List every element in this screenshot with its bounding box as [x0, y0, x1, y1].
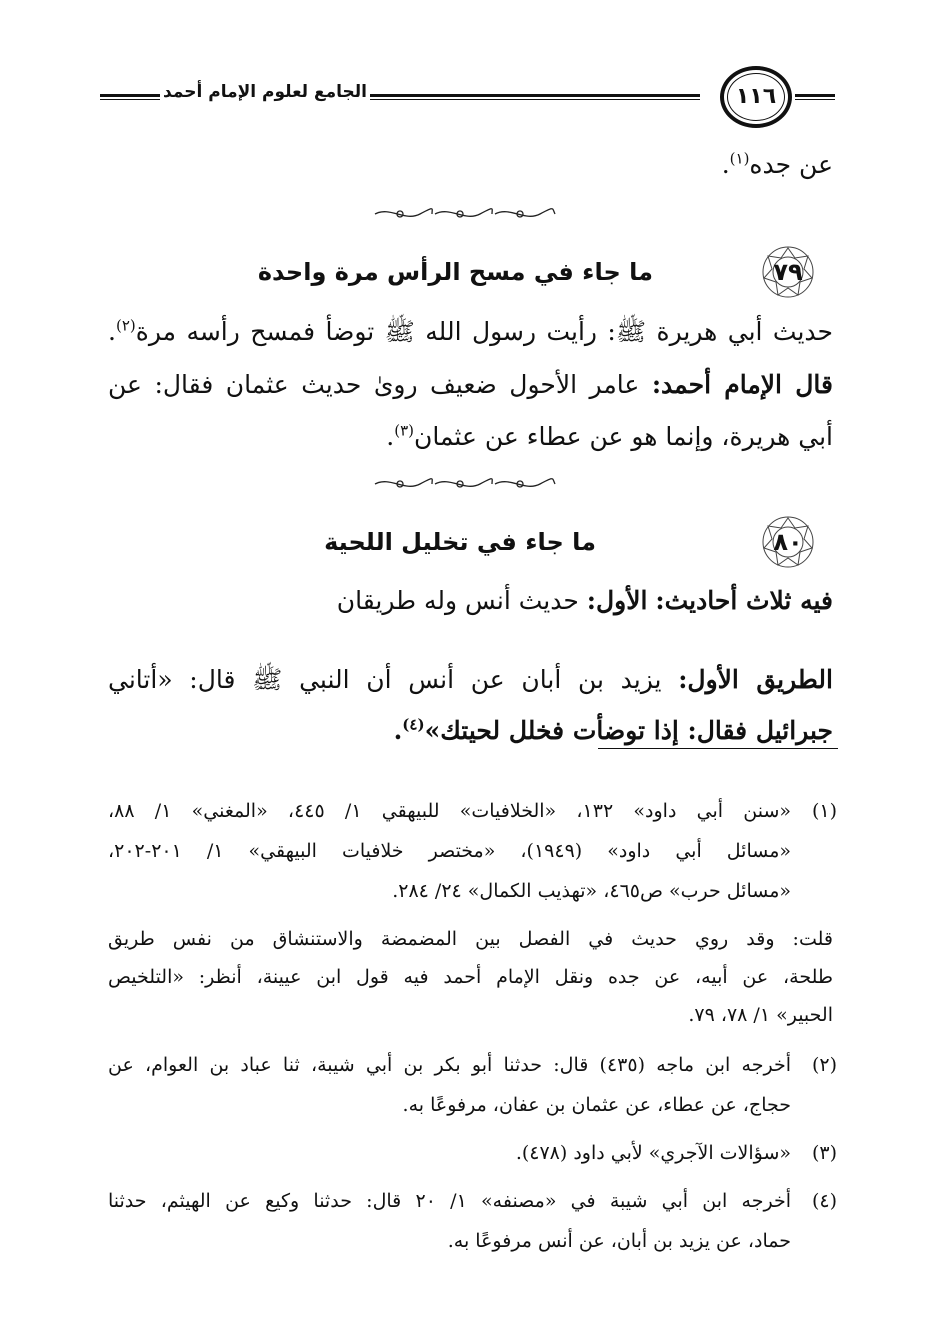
ornament-divider-icon	[370, 204, 560, 224]
footnote-1-line: «مسائل حرب» ص٤٦٥، «تهذيب الكمال» ٢٤/ ٢٨٤.	[392, 880, 791, 902]
imam-ahmad-line-continued: أبي هريرة، وإنما هو عن عطاء عن عثمان$^{(٣)}$.	[386, 421, 833, 451]
first-path-line-continued: جبرائيل فقال: إذا توضأت فخلل لحيتك»$^{(٤)}$.	[393, 715, 833, 745]
section-number-badge	[760, 244, 816, 300]
footnote-2-line: أخرجه ابن ماجه (٤٣٥) قال: حدثنا أبو بكر بن أبي شيبة، ثنا عباد بن العوام، عن	[108, 1054, 791, 1076]
section-title: ما جاء في تخليل اللحية	[324, 528, 596, 556]
page-header	[100, 60, 840, 140]
footnote-3-line: «سؤالات الآجري» لأبي داود (٤٧٨).	[515, 1142, 791, 1164]
header-rule-middle	[370, 94, 700, 100]
footnote-1-note-line: قلت: وقد روي حديث في الفصل بين المضمضة والاستنشاق من نفس طريق	[108, 928, 833, 950]
footnote-4-line: حماد، عن يزيد بن أبان، عن أنس مرفوعًا به.	[447, 1230, 791, 1252]
footnote-1-line: «سنن أبي داود» ١٣٢، «الخلافيات» للبيهقي ١/ ٤٤٥، «المغني» ١/ ٨٨،	[108, 800, 792, 822]
header-rule-left	[100, 94, 160, 100]
footnote-1-line: «مسائل أبي داود» (١٩٤٩)، «مختصر خلافيات البيهقي» ١/ ٢٠١-٢٠٢،	[108, 840, 791, 862]
section-intro-line: فيه ثلاث أحاديث: الأول: حديث أنس وله طريقان	[336, 586, 833, 615]
section-number: ٨٠	[773, 528, 803, 556]
intro-line: عن جده$^{(١)}$.	[721, 149, 833, 179]
page-number: ١١٦	[735, 84, 777, 109]
footnote-ref-1: (١)	[729, 149, 750, 168]
footnote-ref-4: (٤)	[402, 715, 425, 734]
hadith-line: حديث أبي هريرة ﷺ: رأيت رسول الله ﷺ توضأ فمسح رأسه مرة$^{(٢)}$.	[108, 316, 833, 346]
footnote-3-mark: (٣)	[811, 1142, 837, 1164]
section-number: ٧٩	[773, 258, 803, 286]
first-path-line: الطريق الأول: يزيد بن أبان عن أنس أن النبي ﷺ قال: «أتاني	[108, 665, 833, 694]
imam-ahmad-label: قال الإمام أحمد:	[651, 370, 833, 399]
ornament-divider-icon	[370, 474, 560, 494]
first-path-label: الطريق الأول:	[678, 665, 833, 694]
footnote-1-note-line: طلحة، عن أبيه، عن جده ونقل الإمام أحمد فيه قول ابن عيينة، أنظر: «التلخيص	[108, 966, 833, 988]
footnote-ref-3: (٣)	[394, 421, 414, 440]
footnote-2-mark: (٢)	[811, 1054, 837, 1076]
footnote-4-line: أخرجه ابن أبي شيبة في «مصنفه» ١/ ٢٠ قال: حدثنا وكيع عن الهيثم، حدثنا	[108, 1190, 791, 1212]
section-number-badge	[760, 514, 816, 570]
imam-ahmad-line: قال الإمام أحمد: عامر الأحول ضعيف روىٰ حديث عثمان فقال: عن	[108, 370, 833, 399]
footnote-2-line: حجاج، عن عطاء، عن عثمان بن عفان، مرفوعًا به.	[402, 1094, 791, 1116]
footnote-1-mark: (١)	[811, 800, 837, 822]
section-title: ما جاء في مسح الرأس مرة واحدة	[257, 258, 653, 286]
footnote-ref-2: (٢)	[115, 316, 136, 335]
page-number-badge	[720, 66, 792, 128]
header-rule-right	[795, 94, 835, 100]
footnote-1-note-line: الحبير» ١/ ٧٨، ٧٩.	[688, 1004, 833, 1026]
footnote-4-mark: (٤)	[811, 1190, 837, 1212]
footnote-separator	[598, 748, 838, 749]
running-title: الجامع لعلوم الإمام أحمد	[163, 82, 367, 102]
